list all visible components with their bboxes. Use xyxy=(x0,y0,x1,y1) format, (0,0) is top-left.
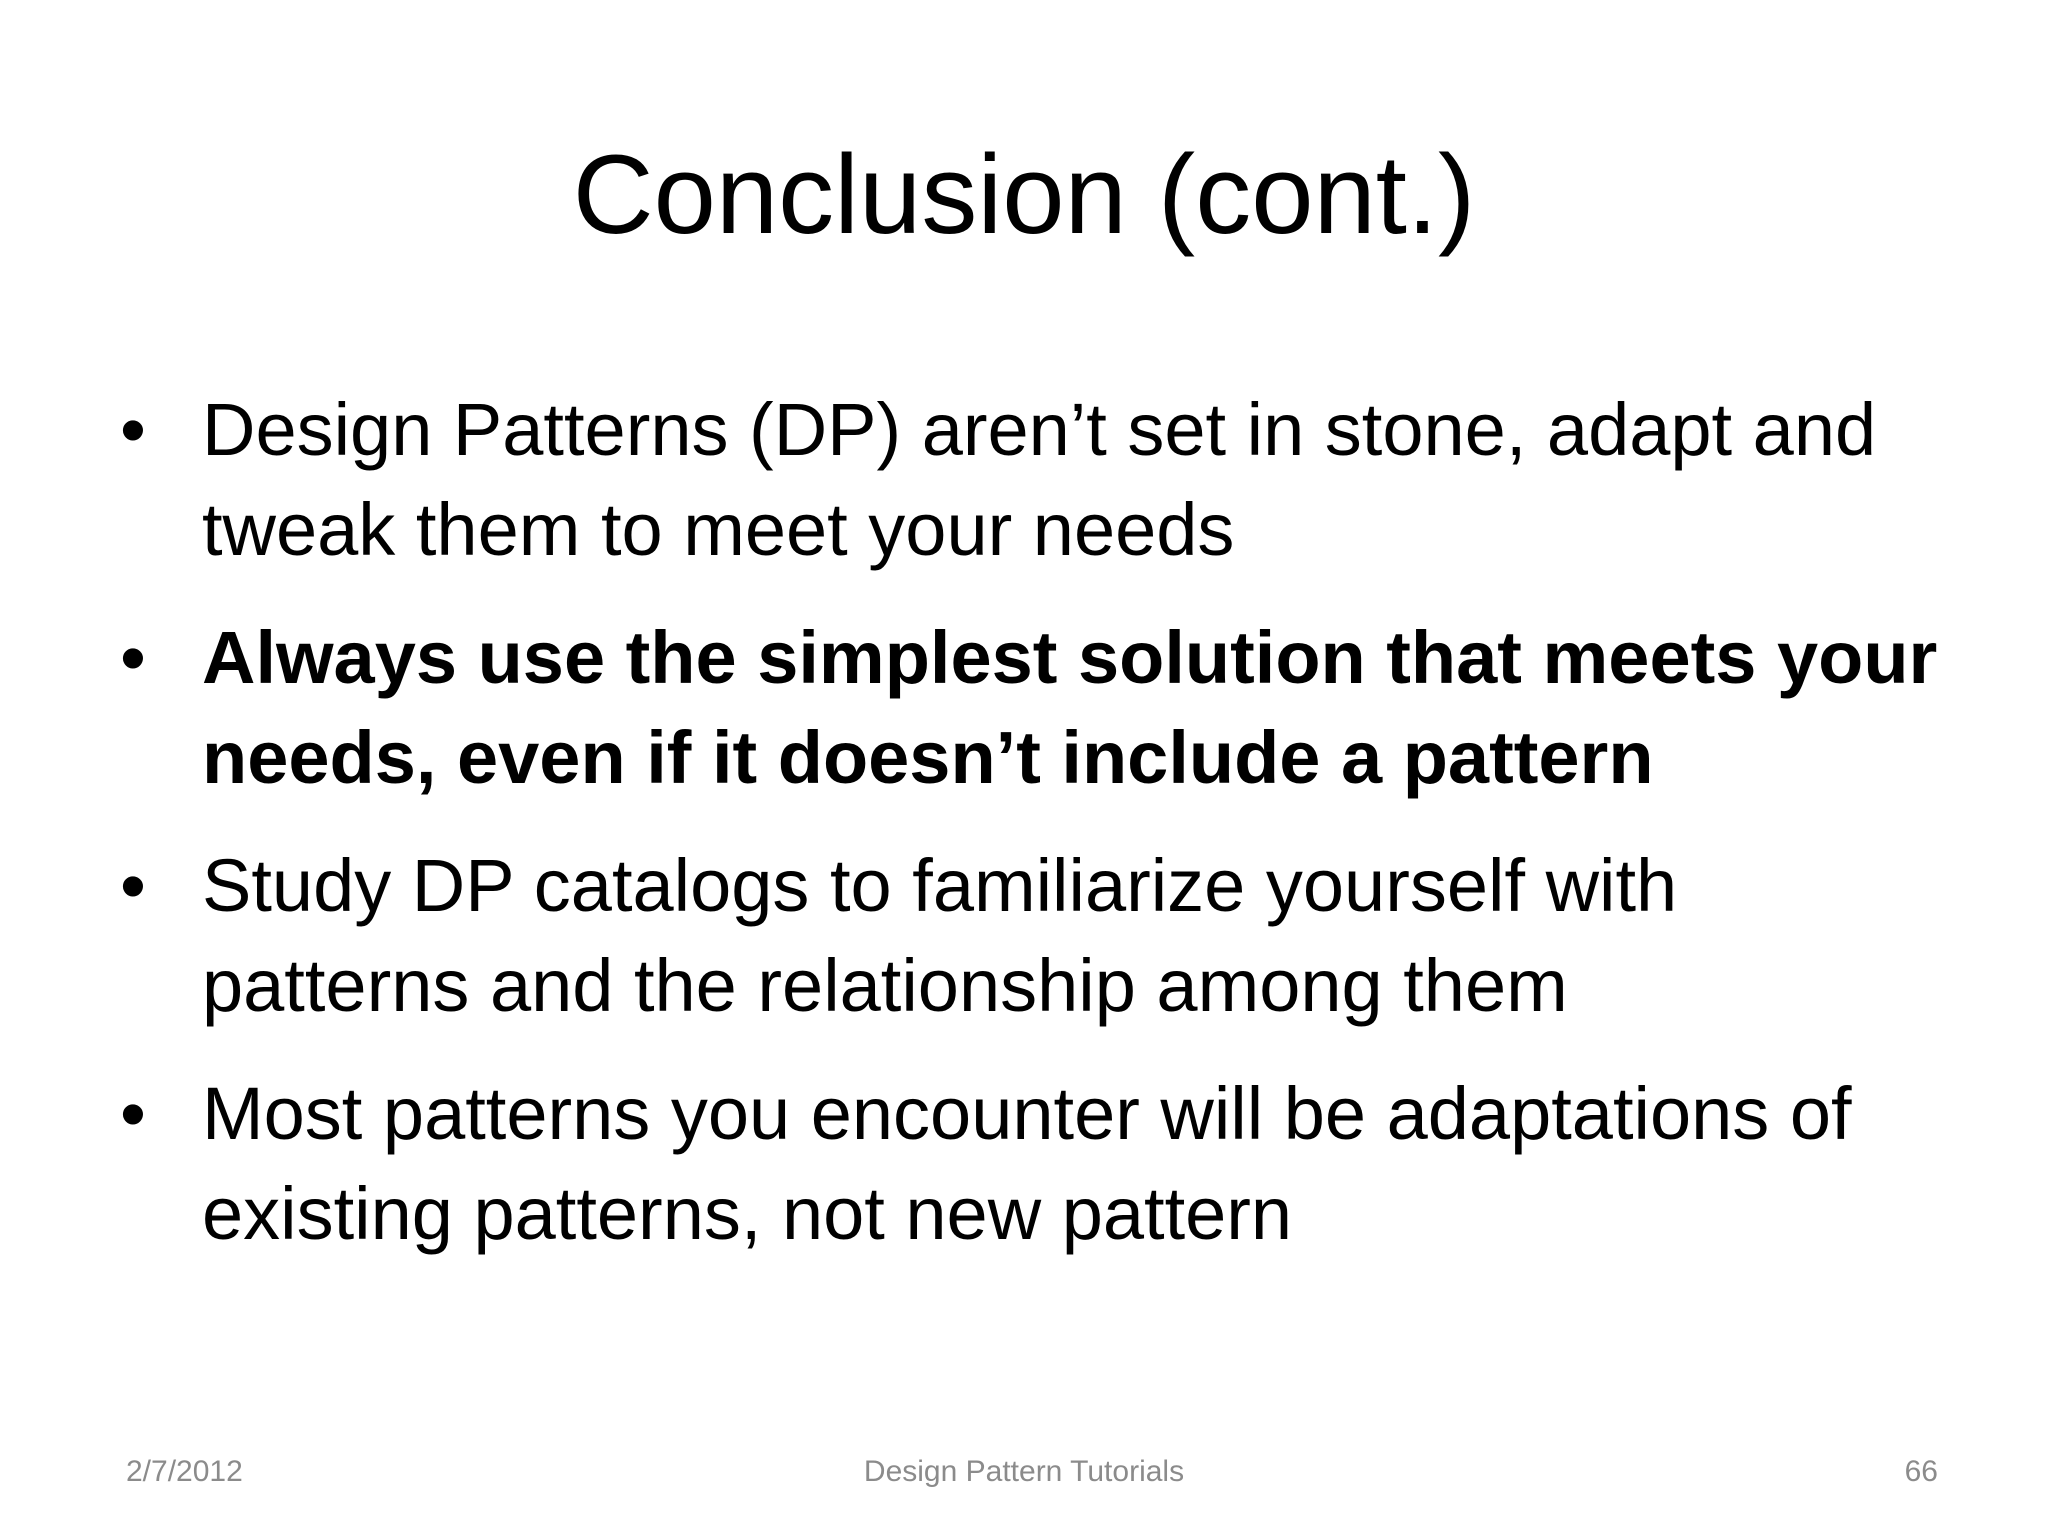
bullet-icon: • xyxy=(120,388,146,471)
bullet-item-2 xyxy=(120,608,1940,808)
bullet-list xyxy=(120,380,1940,1292)
bullet-text: Most patterns you encounter will be adaptations of existing patterns, not new pattern xyxy=(202,1072,1852,1255)
bullet-icon: • xyxy=(120,1072,146,1155)
footer-date: 2/7/2012 xyxy=(126,1455,243,1488)
footer-title: Design Pattern Tutorials xyxy=(863,1455,1185,1488)
footer-page-number: 66 xyxy=(1904,1455,1938,1488)
bullet-item-3 xyxy=(120,836,1940,1036)
bullet-icon: • xyxy=(120,844,146,927)
bullet-icon: • xyxy=(120,616,146,699)
slide-title: Conclusion (cont.) xyxy=(572,132,1476,257)
bullet-text: Study DP catalogs to familiarize yourself with patterns and the relationship among them xyxy=(202,844,1678,1027)
bullet-text: Design Patterns (DP) aren’t set in stone, adapt and tweak them to meet your needs xyxy=(202,388,1877,571)
bullet-item-1 xyxy=(120,380,1940,580)
bullet-text: Always use the simplest solution that meets your needs, even if it doesn’t include a pattern xyxy=(202,616,1938,799)
bullet-item-4 xyxy=(120,1064,1940,1264)
